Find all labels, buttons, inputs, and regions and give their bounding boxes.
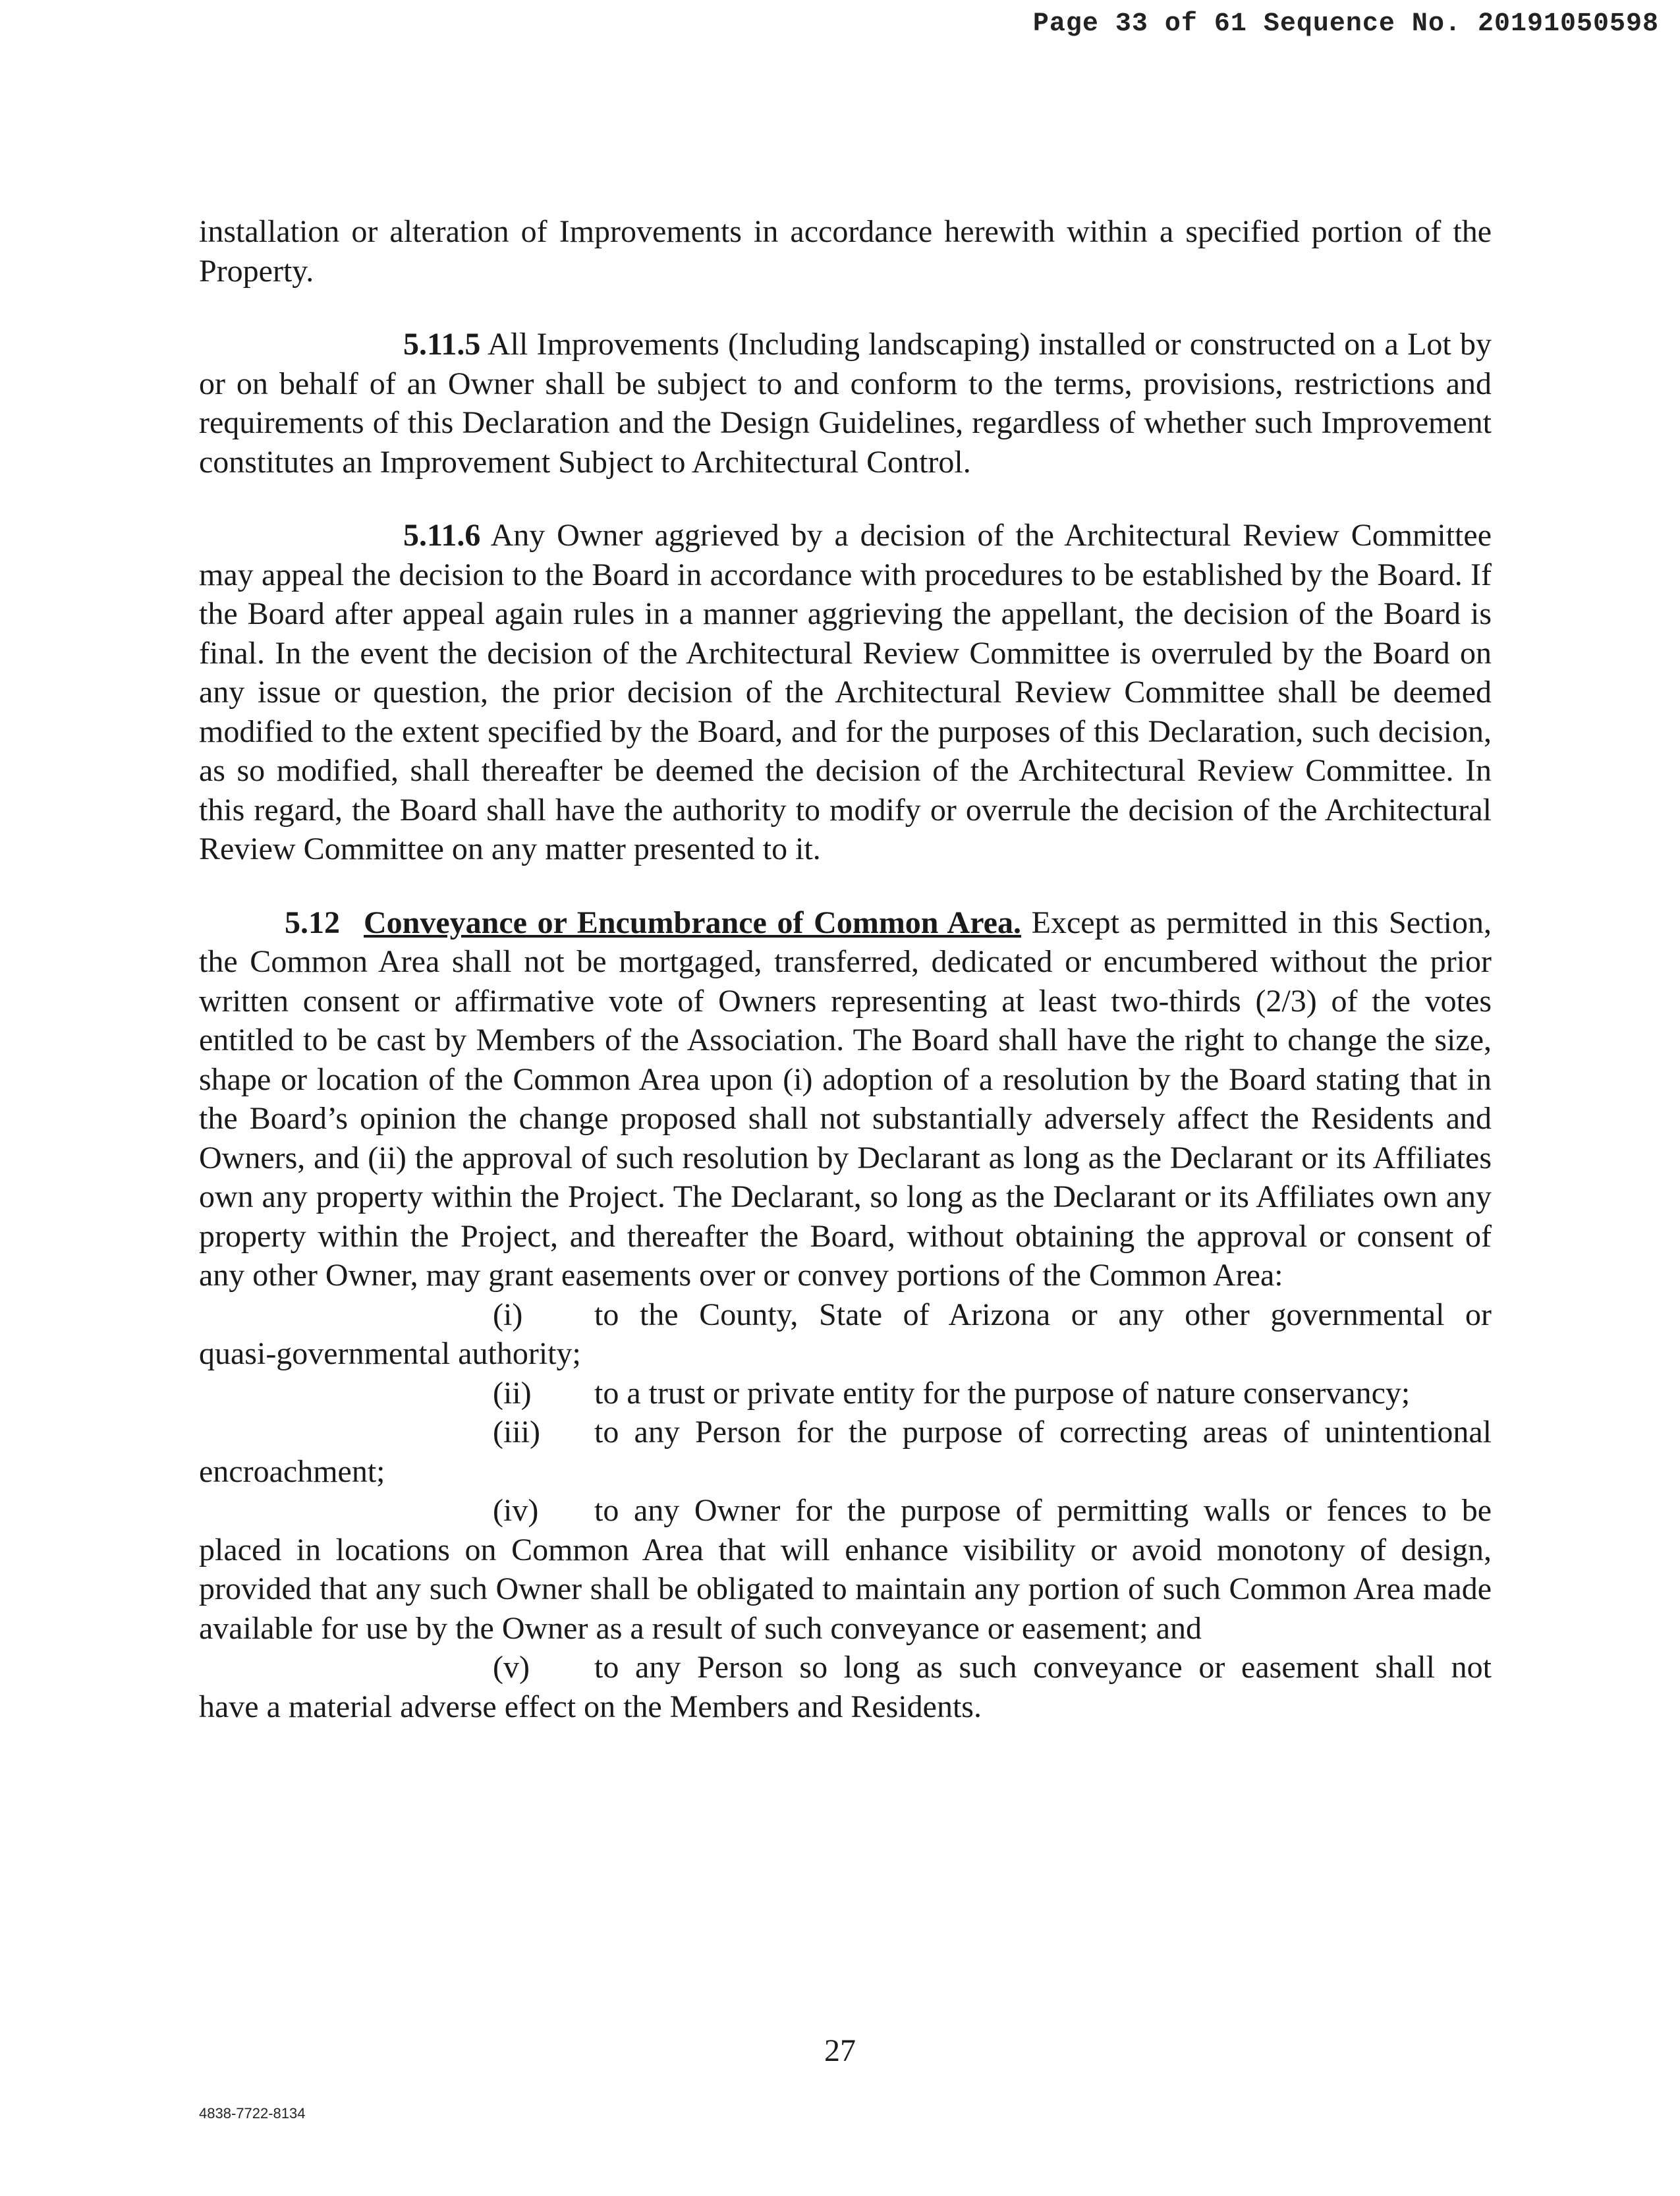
list-item-ii bbox=[199, 1374, 1492, 1413]
document-id: 4838-7722-8134 bbox=[199, 2105, 306, 2122]
list-item-first-line: to any Person for the purpose of correcting areas of unintentional bbox=[594, 1415, 1492, 1450]
list-item-iii bbox=[199, 1413, 1492, 1491]
list-marker: (i) bbox=[493, 1297, 523, 1332]
intro-paragraph: installation or alteration of Improvements in accordance herewith within a specified portion of the Property. bbox=[199, 214, 1492, 289]
list-marker: (iii) bbox=[493, 1415, 540, 1450]
section-text: Except as permitted in this Section, the Common Area shall not be mortgaged, transferred, dedicated or encumbered without the prior written consent or affirmative vote of Owners representing at least two-thirds (2/3) of the votes entitled to be cast by Members of the Association. The Board shall have the right to change the size, shape or location of the Common Area upon (i) adoption of a resolution by the Board stating that in the Board’s opinion the change proposed shall not substantially adversely affect the Residents and Owners, and (ii) the approval of such resolution by Declarant as long as the Declarant or its Affiliates own any property within the Project. The Declarant, so long as the Declarant or its Affiliates own any property within the Project, and thereafter the Board, without obtaining the approval or consent of any other Owner, may grant easements over or convey portions of the Common Area: bbox=[199, 905, 1492, 1293]
page-sequence-stamp: Page 33 of 61 Sequence No. 20191050598 bbox=[1032, 9, 1659, 39]
list-item-first-line: to any Owner for the purpose of permitting walls or fences to be bbox=[594, 1493, 1492, 1528]
list-item-first-line: to the County, State of Arizona or any other governmental or bbox=[594, 1297, 1492, 1332]
section-text: All Improvements (Including landscaping) installed or constructed on a Lot by or on behalf of an Owner shall be subject to and conform to the terms, provisions, restrictions and requirements of this Declaration and the Design Guidelines, regardless of whether such Improvement constitutes an Improvement Subject to Architectural Control. bbox=[199, 327, 1492, 480]
list-item-iv bbox=[199, 1491, 1492, 1648]
section-5-12 bbox=[199, 903, 1492, 1295]
section-title: Conveyance or Encumbrance of Common Area. bbox=[364, 905, 1021, 940]
section-text: Any Owner aggrieved by a decision of the Architectural Review Committee may appeal the decision to the Board in accordance with procedures to be established by the Board. If the Board after appeal again rules in a manner aggrieving the appellant, the decision of the Board is final. In the event the decision of the Architectural Review Committee is overruled by the Board on any issue or question, the prior decision of the Architectural Review Committee shall be deemed modified to the extent specified by the Board, and for the purposes of this Declaration, such decision, as so modified, shall thereafter be deemed the decision of the Architectural Review Committee. In this regard, the Board shall have the authority to modify or overrule the decision of the Architectural Review Committee on any matter presented to it. bbox=[199, 518, 1492, 866]
list-marker: (iv) bbox=[493, 1493, 539, 1528]
section-number: 5.11.6 bbox=[403, 518, 481, 553]
document-body bbox=[199, 212, 1492, 1726]
list-item-i bbox=[199, 1295, 1492, 1374]
section-number: 5.12 bbox=[285, 905, 340, 940]
list-item-first-line: to any Person so long as such conveyance or easement shall not bbox=[594, 1650, 1492, 1685]
list-item-continuation: have a material adverse effect on the Members and Residents. bbox=[199, 1689, 982, 1724]
page-number: 27 bbox=[824, 2033, 856, 2068]
list-item-continuation: encroachment; bbox=[199, 1453, 385, 1489]
section-5-11-6 bbox=[199, 516, 1492, 869]
list-item-v bbox=[199, 1648, 1492, 1726]
list-item-continuation: quasi-governmental authority; bbox=[199, 1336, 581, 1371]
section-5-11-5 bbox=[199, 325, 1492, 482]
list-marker: (v) bbox=[493, 1650, 530, 1685]
list-marker: (ii) bbox=[493, 1375, 532, 1411]
list-item-continuation: placed in locations on Common Area that will enhance visibility or avoid monotony of design, provided that any such Owner shall be obligated to maintain any portion of such Common Area made available for use by the Owner as a result of such conveyance or easement; and bbox=[199, 1532, 1492, 1646]
list-item-first-line: to a trust or private entity for the purpose of nature conservancy; bbox=[594, 1375, 1411, 1411]
section-number: 5.11.5 bbox=[403, 327, 481, 362]
